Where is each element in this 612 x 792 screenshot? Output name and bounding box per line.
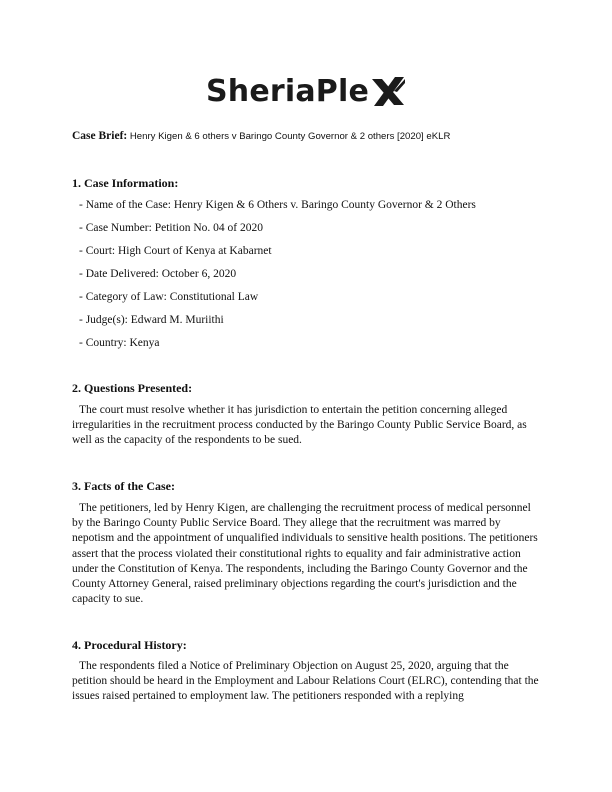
section-heading-questions-presented: 2. Questions Presented:	[72, 381, 193, 395]
case-info-item: - Judge(s): Edward M. Muriithi	[79, 314, 224, 326]
x-logo-icon	[370, 75, 406, 109]
case-info-item: - Category of Law: Constitutional Law	[79, 291, 259, 303]
case-brief-title: Henry Kigen & 6 others v Baringo County Governor & 2 others [2020] eKLR	[129, 131, 451, 142]
facts-text: The petitioners, led by Henry Kigen, are challenging the recruitment process of medical personnel by the Baringo County Public Service Board. They allege that the recruitment was marred by nepotism and the appointment of unqualified individuals to sensitive health positions. The petitioners assert that the process violated their constitutional rights to equality and fair administrative action under the Constitution of Kenya. The respondents, including the Baringo County Governor and the County Attorney General, raised preliminary objections regarding the court's jurisdiction and the capacity to sue.	[72, 502, 538, 606]
sheriaplex-logo	[0, 74, 612, 118]
case-brief-line	[72, 130, 450, 143]
section-heading-case-information: 1. Case Information:	[72, 176, 179, 190]
case-info-item: - Name of the Case: Henry Kigen & 6 Others v. Baringo County Governor & 2 Others	[79, 199, 476, 211]
case-info-item: - Country: Kenya	[79, 337, 160, 349]
case-info-item: - Date Delivered: October 6, 2020	[79, 268, 237, 280]
section-heading-procedural-history: 4. Procedural History:	[72, 638, 187, 652]
questions-presented-text: The court must resolve whether it has jurisdiction to entertain the petition concerning alleged irregularities in the recruitment process conducted by the Baringo County Public Service Board, as well as the capacity of the respondents to be sued.	[72, 404, 527, 447]
case-brief-label: Case Brief:	[72, 130, 128, 142]
logo-text: SheriaPle	[205, 74, 370, 109]
section-heading-facts: 3. Facts of the Case:	[72, 479, 175, 493]
case-info-item: - Case Number: Petition No. 04 of 2020	[79, 222, 263, 234]
case-info-item: - Court: High Court of Kenya at Kabarnet	[79, 245, 272, 257]
procedural-history-text: The respondents filed a Notice of Preliminary Objection on August 25, 2020, arguing that the petition should be heard in the Employment and Labour Relations Court (ELRC), contending that the issues raised pertained to employment law. The petitioners responded with a replying	[72, 660, 539, 703]
